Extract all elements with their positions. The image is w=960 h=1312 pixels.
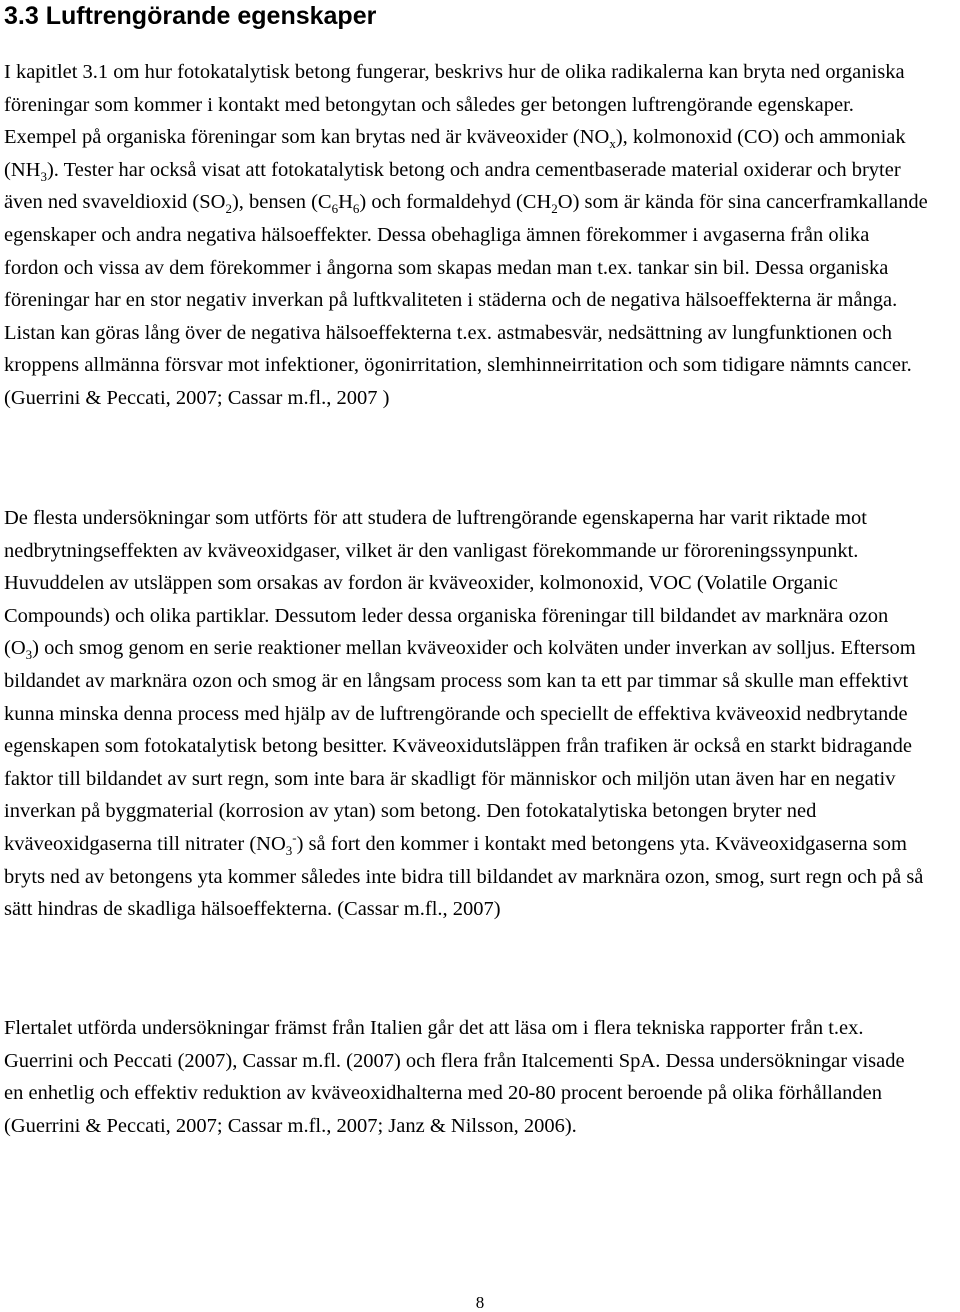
page-number: 8 [475, 1293, 485, 1312]
text-span: ). Tester har också visat att fotokatalytisk betong och andra cementbaserade material oxiderar och bryter även ned svaveldioxid (SO [4, 158, 901, 214]
text-span: I kapitlet 3.1 om hur fotokatalytisk betong fungerar, beskrivs hur de olika radikalerna kan bryta ned organiska föreningar som kommer i kontakt med betongytan och således ger betongen luftrengörande egenskaper. Exempel på organiska föreningar som kan brytas ned är kväveoxider (NO [4, 61, 905, 149]
paragraph-air-purifying-intro [4, 56, 928, 415]
subscript: 6 [352, 201, 360, 217]
text-span: O) som är kända för sina cancerframkallande egenskaper och andra negativa hälsoeffekter. Dessa obehagliga ämnen förekommer i avgaserna från olika fordon och vissa av dem förekommer i ångorna som skapas medan man t.ex. tankar sin bil. Dessa organiska föreningar har en stor negativ inverkan på luftkvaliteten i städerna och de negativa hälsoeffekterna är många. Listan kan göras lång över de negativa hälsoeffekterna t.ex. astmabesvär, nedsättning av lungfunktionen och kroppens allmänna försvar mot infektioner, ögonirritation, slemhinneirritation och som tidigare nämnts cancer. (Guerrini & Peccati, 2007; Cassar m.fl., 2007 ) [4, 191, 928, 409]
text-span: ), kolmonoxid (CO) och ammoniak (NH [4, 126, 906, 181]
section-heading: 3.3 Luftrengörande egenskaper [4, 2, 377, 30]
text-span: ) och formaldehyd (CH [359, 191, 552, 214]
superscript: - [292, 830, 297, 846]
subscript: 3 [40, 168, 47, 184]
text-span: De flesta undersökningar som utförts för att studera de luftrengörande egenskaperna har varit riktade mot nedbrytningseffekten av kväveoxidgaser, vilket är den vanligast förekommande ur föroreningssynpunkt. Huvuddelen av utsläppen som orsakas av fordon är kväveoxider, kolmonoxid, VOC (Volatile Organic Compounds) och olika partiklar. Dessutom leder dessa organiska föreningar till bildandet av marknära ozon (O [4, 507, 889, 660]
subscript: 3 [285, 843, 293, 859]
subscript: x [609, 136, 616, 152]
text-span: ) så fort den kommer i kontakt med betongens yta. Kväveoxidgaserna som bryts ned av betongens yta kommer således inte bidra till bildandet av marknära ozon, smog, surt regn och på så sätt hindras de skadliga hälsoeffekterna. (Cassar m.fl., 2007) [4, 832, 924, 921]
text-span: ), bensen (C [231, 191, 332, 214]
subscript: 2 [551, 201, 558, 217]
text-span: ) och smog genom en serie reaktioner mellan kväveoxider och kolväten under inverkan av solljus. Eftersom bildandet av marknära ozon och smog är en långsam process som kan ta ett par timmar så skulle man effektivt kunna minska denna process med hjälp av de luftrengörande och speciellt de effektiva kväveoxid nedbrytande egenskapen som fotokatalytisk betong besitter. Kväveoxidutsläppen från trafiken är också en starkt bidragande faktor till bildandet av surt regn, som inte bara är skadligt för människor och miljön utan även har en negativ inverkan på byggmaterial (korrosion av ytan) som betong. Den fotokatalytiska betongen bryter ned kväveoxidgaserna till nitrater (NO [4, 637, 916, 855]
subscript: 2 [225, 201, 232, 217]
subscript: 6 [331, 201, 339, 217]
subscript: 3 [25, 647, 33, 663]
paragraph-nox-studies [4, 502, 928, 926]
text-span: H [338, 191, 353, 214]
paragraph-italian-studies: Flertalet utförda undersökningar främst från Italien går det att läsa om i flera tekniska rapporter från t.ex. Guerrini och Peccati (2007), Cassar m.fl. (2007) och flera från Italcementi SpA. Dessa undersökningar visade en enhetlig och effektiv reduktion av kväveoxidhalterna med 20-80 procent beroende på olika förhållanden (Guerrini & Peccati, 2007; Cassar m.fl., 2007; Janz & Nilsson, 2006). [4, 1017, 905, 1137]
